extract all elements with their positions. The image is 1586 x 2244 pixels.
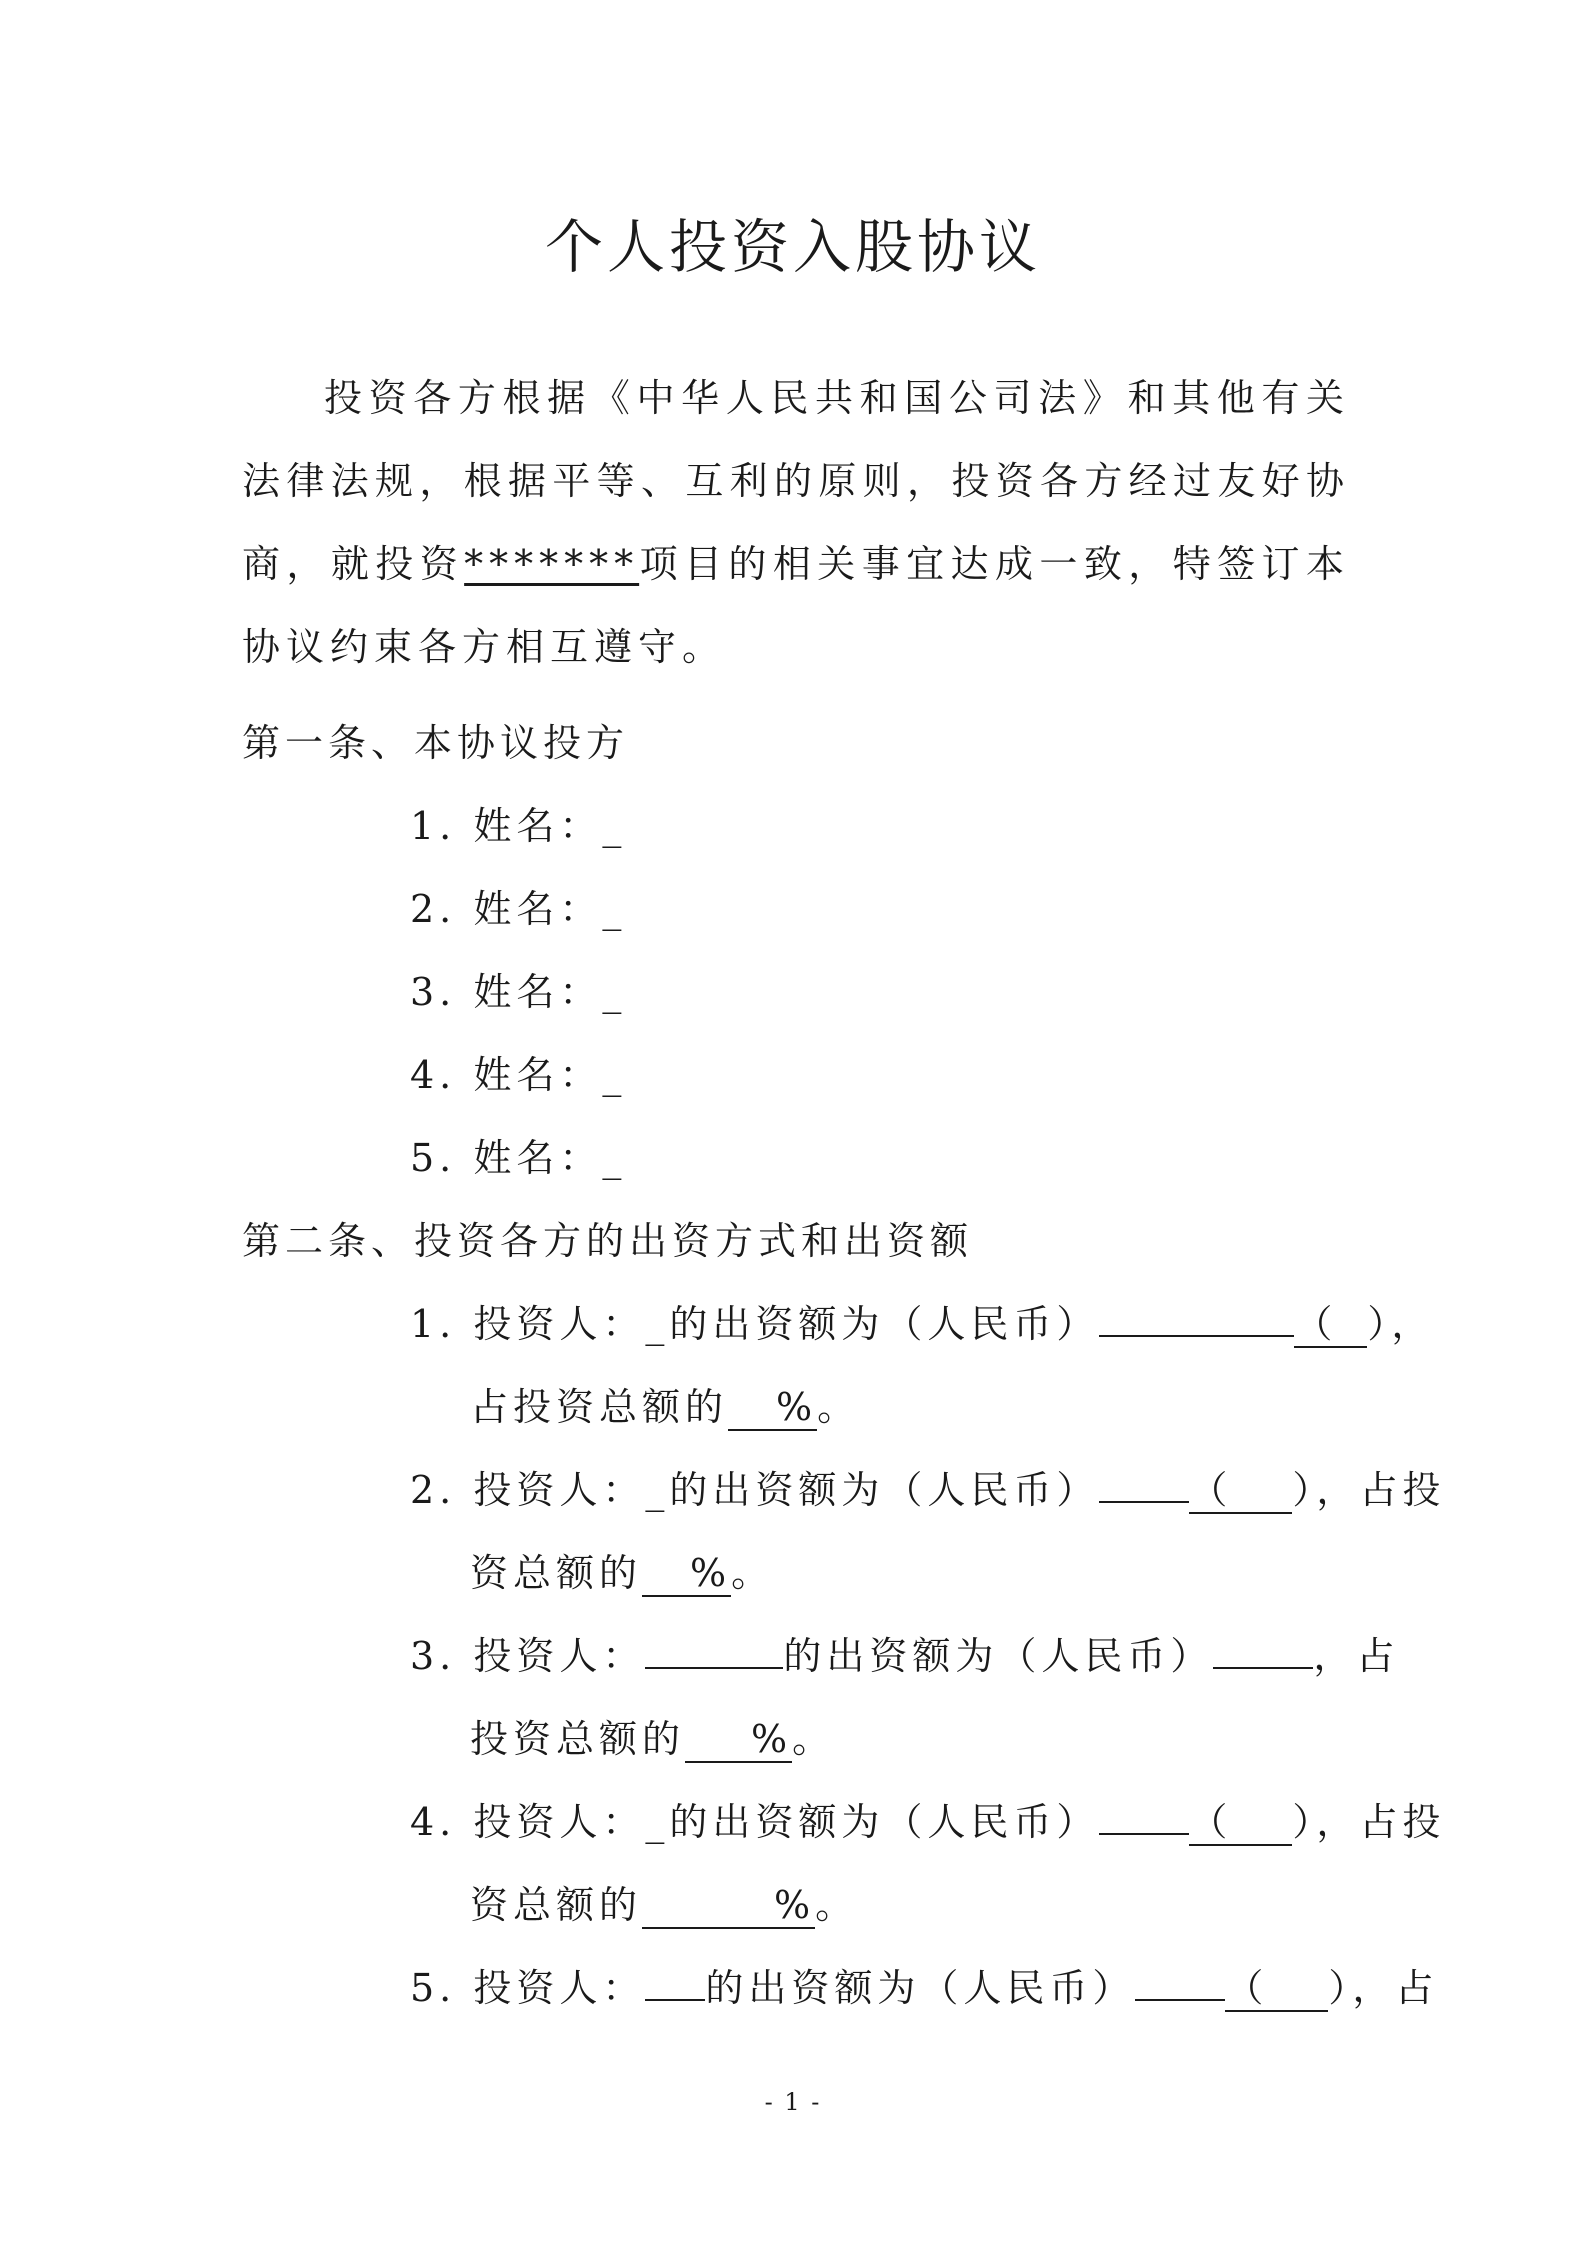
article2-item-1-line2 [470,1376,860,1431]
item5-paren-open: （ [1225,1966,1269,2010]
article2-item-4-line2 [470,1874,858,1929]
item3-text-a: 3. 投资人： [410,1634,646,1678]
item3-text-b: 的出资额为（人民币） [783,1634,1214,1678]
item2-paren-close: ），占投 [1292,1468,1446,1512]
item4-period: 。 [815,1883,859,1927]
article1-heading: 第一条、本协议投方 [242,721,630,765]
item3-period: 。 [792,1717,836,1761]
item3-text-d: 投资总额的 [470,1717,686,1761]
item2-paren-open: （ [1189,1468,1233,1512]
item1-paren-close: ）， [1367,1302,1435,1346]
item3-amount-blank [1213,1637,1313,1669]
item4-paren-open: （ [1189,1800,1233,1844]
article1-item-5: 5. 姓名：_ [410,1136,627,1180]
article1-item-3: 3. 姓名：_ [410,970,627,1014]
item5-amount-blank [1135,1969,1225,2001]
item1-percent: % [776,1385,818,1429]
item2-text-d: 资总额的 [470,1551,643,1595]
item4-text-d: 资总额的 [470,1883,643,1927]
article2-item-3-line2 [470,1708,835,1763]
intro-text-before: 投资各方根据《中华人民共和国公司法》和其他有关法律法规，根据平等、互利的原则，投资各方经过友好协商，就投资 [242,376,1350,586]
document-title: 个人投资入股协议 [544,213,1041,281]
item4-paren-close: ），占投 [1292,1800,1446,1844]
item4-percent: % [774,1883,816,1927]
article2-item-1-line1 [410,1293,1434,1348]
article2-heading: 第二条、投资各方的出资方式和出资额 [242,1219,974,1263]
item3-text-c: ，占 [1313,1634,1400,1678]
item5-name-blank [645,1969,705,2001]
article1-item-2: 2. 姓名：_ [410,887,627,931]
item3-percent: % [751,1717,793,1761]
item5-paren-close: ），占 [1328,1966,1439,2010]
item2-text-a: 2. 投资人：_的出资额为（人民币） [410,1468,1100,1512]
item4-text-a: 4. 投资人：_的出资额为（人民币） [410,1800,1100,1844]
item2-amount-blank [1099,1471,1189,1503]
item1-amount-blank [1099,1305,1294,1337]
article1-item-4: 4. 姓名：_ [410,1053,627,1097]
article2-item-2-line2 [470,1542,774,1597]
item1-period: 。 [817,1385,861,1429]
item3-name-blank [645,1637,783,1669]
item1-text-d: 占投资总额的 [470,1385,729,1429]
article2-item-4-line1 [410,1791,1445,1846]
article1-item-1: 1. 姓名：_ [410,804,627,848]
item2-period: 。 [731,1551,775,1595]
item1-paren-open: （ [1294,1302,1338,1346]
article2-item-2-line1 [410,1459,1445,1514]
project-placeholder: ******* [464,542,640,586]
intro-text-after: 项目的相关事宜达成一致，特签订本协议约束各方相互遵守。 [242,542,1350,669]
article2-item-5-line1 [410,1957,1438,2012]
item1-text-a: 1. 投资人：_的出资额为（人民币） [410,1302,1100,1346]
item4-amount-blank [1099,1803,1189,1835]
item5-text-a: 5. 投资人： [410,1966,646,2010]
item2-percent: % [690,1551,732,1595]
page-number: - 1 - [764,2088,822,2116]
intro-paragraph [242,357,1350,689]
item5-text-b: 的出资额为（人民币） [705,1966,1136,2010]
article2-item-3-line1 [410,1625,1399,1680]
